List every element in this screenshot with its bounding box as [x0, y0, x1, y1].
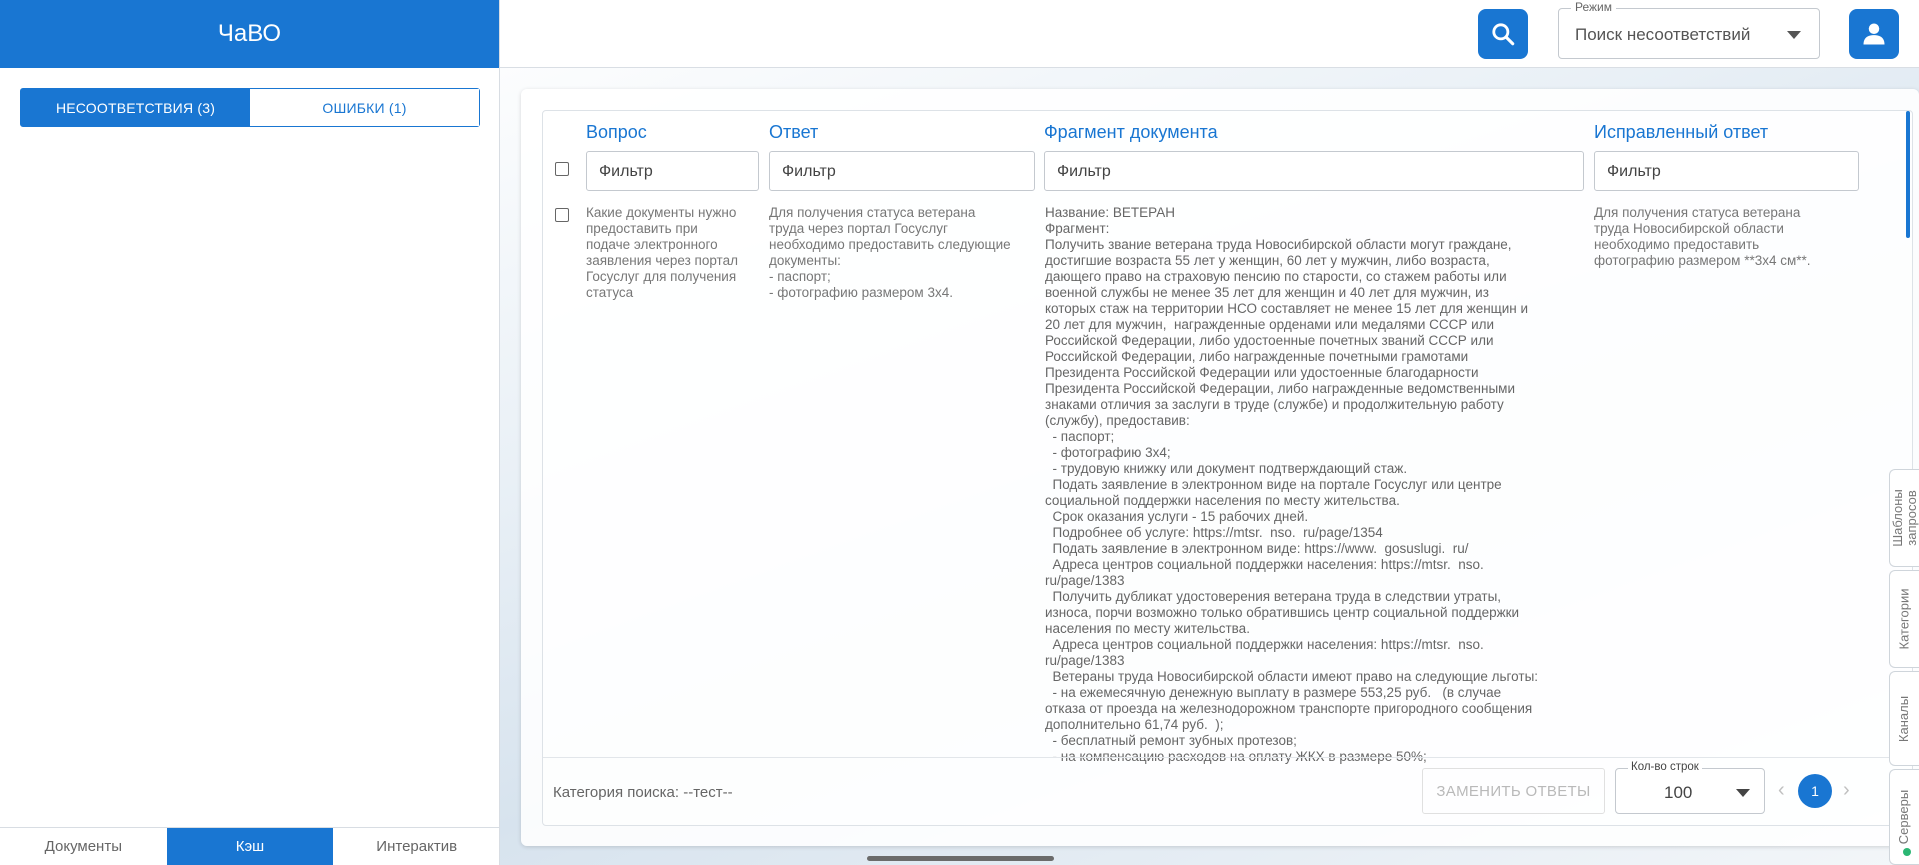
cell-corrected: Для получения статуса ветерана труда Новосибирской области необходимо предоставить фотографию размером **3х4 см**.: [1594, 205, 1811, 268]
column-header-question[interactable]: Вопрос: [586, 122, 647, 142]
column-header-fragment[interactable]: Фрагмент документа: [1044, 122, 1218, 142]
select-all-checkbox[interactable]: [555, 162, 569, 176]
app-title: ЧаВО: [217, 20, 282, 47]
page-button[interactable]: 1: [1798, 774, 1832, 808]
chevron-right-icon[interactable]: ›: [1843, 779, 1850, 801]
cell-question: Какие документы нужно предоставить при подаче электронного заявления через портал Госуслуг для получения статуса: [586, 205, 738, 300]
side-tab-servers-label: Серверы: [1896, 789, 1912, 845]
main-area: [500, 0, 1919, 865]
top-bar: [500, 0, 1919, 68]
tab-interactive[interactable]: Интерактив: [376, 838, 458, 855]
results-card: [521, 89, 1919, 846]
tab-errors[interactable]: ОШИБКИ (1): [250, 89, 479, 126]
side-tab-channels-label: Каналы: [1896, 695, 1912, 742]
bottom-tabs: [0, 827, 500, 865]
mode-select[interactable]: [1558, 0, 1820, 59]
tab-documents[interactable]: Документы: [44, 838, 122, 855]
tab-cache[interactable]: Кэш: [167, 828, 334, 865]
chevron-down-icon: [1736, 789, 1750, 797]
fragment-filter-input[interactable]: Фильтр: [1044, 151, 1584, 191]
left-panel: [0, 0, 500, 865]
mismatch-tabs: [20, 88, 480, 127]
side-tab-channels[interactable]: [1889, 671, 1919, 766]
column-header-corrected[interactable]: Исправленный ответ: [1594, 122, 1769, 142]
table-footer: [543, 757, 1914, 827]
cell-fragment: Название: ВЕТЕРАН Фрагмент: Получить звание ветерана труда Новосибирской области могут граждане, достигшие возраста 55 лет у женщин, 60 лет у мужчин, либо возраста, дающего право на страховую пенсию по старости, со стажем работы или военной службы не менее 35 лет для женщин и 40 лет для мужчин, из которых стаж на территории НСО составляет не менее 15 лет для женщин и 20 лет для мужчин, награжденные орденами или медалями СССР или Российской Федерации, либо удостоенные почетных званий СССР или Российской Федерации, либо награжденные почетными грамотами Президента Российской Федерации или удостоенные благодарности Президента Российской Федерации, либо награжденные ведомственными знаками отличия за заслуги в труде (службе) и продолжительную работу (службу), предоставив: - паспорт; - фотографию 3х4; - трудовую книжку или документ подтверждающий стаж. Подать заявление в электронном виде на портале Госуслуг или центре социальной поддержки населения по месту жительства. Срок оказания услуги - 15 рабочих дней. Подробнее об услуге: https://mtsr. nso. ru/page/1354 Подать заявление в электронном виде: https://www. gosuslugi. ru/ Адреса центров социальной поддержки населения: https://mtsr. nso. ru/page/1383 Получить дубликат удостоверения ветерана труда в следствии утраты, износа, порчи возможно только обратившись центр социальной поддержки населения по месту жительства. Адреса центров социальной поддержки населения: https://mtsr. nso. ru/page/1383 Ветераны труда Новосибирской области имеют право на следующие льготы: - на ежемесячную денежную выплату в размере 553,25 руб. (в случае отказа от проезда на железнодорожном транспорте пригородного сообщения дополнительно 61,74 руб. ); - бесплатный ремонт зубных протезов; - на компенсацию расходов на оплату ЖКХ в размере 50%;: [1045, 205, 1539, 764]
app-header: [0, 0, 499, 68]
answer-filter-input[interactable]: Фильтр: [769, 151, 1035, 191]
tab-mismatches[interactable]: НЕСООТВЕТСТВИЯ (3): [21, 89, 250, 126]
mode-value: Поиск несоответствий: [1575, 25, 1751, 44]
search-button[interactable]: [1478, 9, 1528, 59]
horizontal-scrollbar[interactable]: [867, 856, 1054, 861]
vertical-scrollbar[interactable]: [1906, 111, 1910, 238]
rows-per-page-select[interactable]: [1615, 761, 1765, 814]
cell-answer: Для получения статуса ветерана труда через портал Госуслуг необходимо предоставить следующие документы: - паспорт; - фотографию размером 3х4.: [769, 205, 1011, 300]
chevron-left-icon[interactable]: ‹: [1778, 779, 1785, 801]
user-button[interactable]: [1849, 9, 1899, 59]
search-icon: [1490, 21, 1516, 47]
row-checkbox[interactable]: [555, 208, 569, 222]
side-tab-categories-label: Категории: [1896, 588, 1912, 650]
corrected-filter-input[interactable]: Фильтр: [1594, 151, 1859, 191]
side-tab-templates-label: Шаблоны запросов: [1889, 489, 1919, 547]
side-tab-categories[interactable]: [1889, 570, 1919, 668]
user-icon: [1860, 20, 1888, 48]
chevron-down-icon: [1787, 31, 1801, 39]
column-header-answer[interactable]: Ответ: [769, 122, 819, 142]
search-category-label: Категория поиска: --тест--: [553, 784, 733, 801]
rows-per-page-value: 100: [1664, 783, 1693, 802]
question-filter-input[interactable]: Фильтр: [586, 151, 759, 191]
server-status-indicator: [1903, 848, 1911, 856]
replace-answers-button[interactable]: ЗАМЕНИТЬ ОТВЕТЫ: [1422, 768, 1605, 814]
side-tab-templates[interactable]: [1889, 469, 1919, 567]
mode-label: Режим: [1571, 0, 1616, 14]
rows-per-page-label: Кол-во строк: [1628, 761, 1702, 773]
mismatch-table: [542, 110, 1913, 826]
